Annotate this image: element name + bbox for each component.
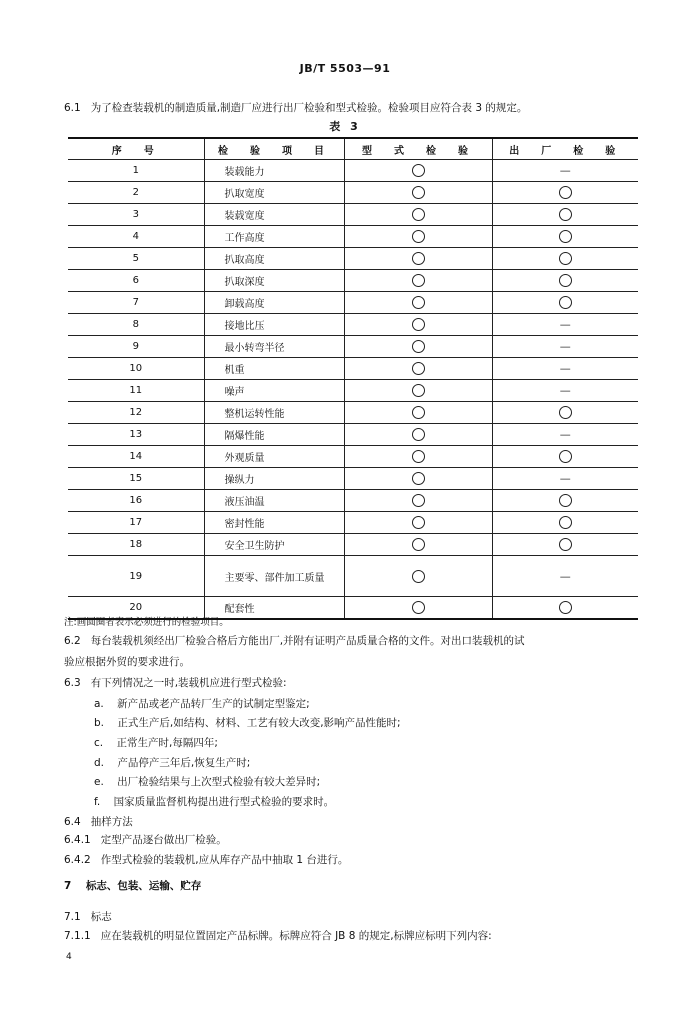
table-row [68,248,638,270]
type-test-cell [344,597,492,620]
section-text: 作型式检验的装载机,应从库存产品中抽取 1 台进行。 [100,854,349,866]
row-number-cell: 18 [68,534,204,556]
section-6-1 [64,101,527,116]
type-test-cell [344,424,492,446]
column-header-no: 序 号 [68,138,204,160]
table-row [68,226,638,248]
not-required-dash-icon: — [559,318,571,331]
list-item-text: 产品停产三年后,恢复生产时; [117,757,251,769]
factory-test-cell [492,248,638,270]
required-circle-icon [412,538,425,551]
type-test-cell [344,534,492,556]
required-circle-icon [412,406,425,419]
not-required-dash-icon: — [559,164,571,177]
inspection-item-cell: 扒取高度 [204,248,344,270]
type-test-cell [344,314,492,336]
factory-test-cell [492,424,638,446]
row-number-cell: 14 [68,446,204,468]
row-number-cell: 5 [68,248,204,270]
not-required-dash-icon: — [559,362,571,375]
type-test-cell [344,402,492,424]
section-title: 抽样方法 [90,816,133,828]
section-6-2-line1 [64,634,525,649]
table-row [68,160,638,182]
not-required-dash-icon: — [559,472,571,485]
section-number: 6.1 [64,102,81,114]
factory-test-cell [492,534,638,556]
section-number: 7 [64,880,72,892]
factory-test-cell [492,468,638,490]
type-test-cell [344,556,492,597]
table-row [68,314,638,336]
inspection-item-cell: 液压油温 [204,490,344,512]
section-6-3-intro [64,676,287,691]
inspection-item-cell: 扒取深度 [204,270,344,292]
list-item-label: f. [94,796,101,808]
list-item-label: b. [94,717,105,729]
type-test-cell [344,248,492,270]
section-number: 6.4 [64,816,81,828]
inspection-item-cell: 主要零、部件加工质量 [204,556,344,597]
required-circle-icon [559,406,572,419]
list-item-text: 出厂检验结果与上次型式检验有较大差异时; [117,776,321,788]
column-header-type-test: 型 式 检 验 [344,138,492,160]
required-circle-icon [412,296,425,309]
inspection-item-cell: 隔爆性能 [204,424,344,446]
required-circle-icon [559,186,572,199]
required-circle-icon [559,450,572,463]
list-item [94,716,401,731]
inspection-item-cell: 噪声 [204,380,344,402]
required-circle-icon [412,450,425,463]
inspection-item-cell: 装载宽度 [204,204,344,226]
type-test-cell [344,336,492,358]
type-test-cell [344,204,492,226]
factory-test-cell [492,402,638,424]
factory-test-cell [492,358,638,380]
required-circle-icon [412,362,425,375]
inspection-item-cell: 密封性能 [204,512,344,534]
table-row [68,534,638,556]
list-item-label: d. [94,757,105,769]
row-number-cell: 19 [68,556,204,597]
table-note: 注:画圆圈者表示必须进行的检验项目。 [64,617,229,628]
page-number: 4 [66,952,72,962]
list-item [94,756,250,771]
type-test-cell [344,292,492,314]
table-header-row [68,138,638,160]
required-circle-icon [559,601,572,614]
section-6-4-2 [64,853,348,868]
list-item [94,795,334,810]
inspection-item-cell: 工作高度 [204,226,344,248]
table-caption: 表 3 [329,120,361,133]
type-test-cell [344,160,492,182]
required-circle-icon [559,296,572,309]
inspection-item-cell: 装载能力 [204,160,344,182]
row-number-cell: 4 [68,226,204,248]
column-header-item: 检 验 项 目 [204,138,344,160]
list-item-text: 国家质量监督机构提出进行型式检验的要求时。 [113,796,335,808]
factory-test-cell [492,226,638,248]
table-row [68,490,638,512]
row-number-cell: 15 [68,468,204,490]
section-6-4-1 [64,833,227,848]
list-item-text: 正常生产时,每隔四年; [116,737,218,749]
table-row [68,380,638,402]
required-circle-icon [559,274,572,287]
required-circle-icon [412,318,425,331]
inspection-item-cell: 接地比压 [204,314,344,336]
not-required-dash-icon: — [559,428,571,441]
not-required-dash-icon: — [559,569,571,583]
section-text: 为了检查装载机的制造质量,制造厂应进行出厂检验和型式检验。检验项目应符合表 3 的规定。 [90,102,528,114]
not-required-dash-icon: — [559,384,571,397]
required-circle-icon [412,340,425,353]
factory-test-cell [492,512,638,534]
row-number-cell: 8 [68,314,204,336]
required-circle-icon [412,186,425,199]
required-circle-icon [559,516,572,529]
type-test-cell [344,468,492,490]
required-circle-icon [412,570,425,583]
row-number-cell: 6 [68,270,204,292]
section-7-1-1 [64,929,492,944]
section-title: 标志 [90,911,112,923]
inspection-item-cell: 卸载高度 [204,292,344,314]
row-number-cell: 20 [68,597,204,620]
required-circle-icon [559,252,572,265]
factory-test-cell [492,270,638,292]
type-test-cell [344,270,492,292]
section-text: 每台装载机须经出厂检验合格后方能出厂,并附有证明产品质量合格的文件。对出口装载机的试 [90,635,525,647]
required-circle-icon [412,428,425,441]
required-circle-icon [412,252,425,265]
column-header-factory-test: 出 厂 检 验 [492,138,638,160]
list-item-label: e. [94,776,104,788]
table-row [68,556,638,597]
section-number: 6.3 [64,677,81,689]
required-circle-icon [412,494,425,507]
type-test-cell [344,490,492,512]
section-text: 应在装载机的明显位置固定产品标牌。标牌应符合 JB 8 的规定,标牌应标明下列内容: [100,930,492,942]
required-circle-icon [559,538,572,551]
inspection-item-cell: 操纵力 [204,468,344,490]
inspection-items-table [68,137,638,620]
section-7-1-title [64,910,112,925]
table-row [68,468,638,490]
table-row [68,204,638,226]
row-number-cell: 9 [68,336,204,358]
type-test-cell [344,182,492,204]
factory-test-cell [492,490,638,512]
list-item [94,775,320,790]
required-circle-icon [412,274,425,287]
type-test-cell [344,358,492,380]
inspection-item-cell: 最小转弯半径 [204,336,344,358]
row-number-cell: 12 [68,402,204,424]
inspection-item-cell: 外观质量 [204,446,344,468]
table-row [68,358,638,380]
factory-test-cell [492,160,638,182]
table-row [68,336,638,358]
required-circle-icon [559,494,572,507]
section-number: 6.4.1 [64,834,91,846]
inspection-item-cell: 整机运转性能 [204,402,344,424]
section-text: 定型产品逐台做出厂检验。 [100,834,227,846]
row-number-cell: 16 [68,490,204,512]
inspection-item-cell: 扒取宽度 [204,182,344,204]
inspection-item-cell: 安全卫生防护 [204,534,344,556]
required-circle-icon [412,164,425,177]
section-number: 6.4.2 [64,854,91,866]
row-number-cell: 13 [68,424,204,446]
required-circle-icon [412,384,425,397]
type-test-cell [344,226,492,248]
section-text: 有下列情况之一时,装载机应进行型式检验: [90,677,287,689]
required-circle-icon [412,472,425,485]
type-test-cell [344,380,492,402]
table-row [68,292,638,314]
factory-test-cell [492,292,638,314]
type-test-cell [344,446,492,468]
table-row [68,512,638,534]
factory-test-cell [492,597,638,620]
list-item-text: 正式生产后,如结构、材料、工艺有较大改变,影响产品性能时; [117,717,401,729]
factory-test-cell [492,182,638,204]
required-circle-icon [412,601,425,614]
factory-test-cell [492,314,638,336]
document-code-header: JB/T 5503—91 [299,62,391,75]
list-item-label: c. [94,737,104,749]
list-item-text: 新产品或老产品转厂生产的试制定型鉴定; [117,698,310,710]
list-item [94,736,218,751]
list-item-label: a. [94,698,104,710]
factory-test-cell [492,336,638,358]
row-number-cell: 3 [68,204,204,226]
required-circle-icon [412,208,425,221]
required-circle-icon [559,208,572,221]
section-number: 6.2 [64,635,81,647]
inspection-item-cell: 配套性 [204,597,344,620]
table-row [68,182,638,204]
factory-test-cell [492,380,638,402]
row-number-cell: 7 [68,292,204,314]
section-number: 7.1.1 [64,930,91,942]
table-row [68,270,638,292]
row-number-cell: 17 [68,512,204,534]
section-7-title [64,879,201,894]
required-circle-icon [412,516,425,529]
section-number: 7.1 [64,911,81,923]
table-row [68,402,638,424]
not-required-dash-icon: — [559,340,571,353]
row-number-cell: 2 [68,182,204,204]
section-6-2-line2: 验应根据外贸的要求进行。 [64,656,190,668]
factory-test-cell [492,446,638,468]
factory-test-cell [492,556,638,597]
row-number-cell: 11 [68,380,204,402]
factory-test-cell [492,204,638,226]
list-item [94,697,310,712]
row-number-cell: 10 [68,358,204,380]
required-circle-icon [559,230,572,243]
required-circle-icon [412,230,425,243]
inspection-item-cell: 机重 [204,358,344,380]
table-row [68,446,638,468]
table-row [68,424,638,446]
row-number-cell: 1 [68,160,204,182]
section-title: 标志、包装、运输、贮存 [85,880,202,892]
section-6-4-title [64,815,133,830]
type-test-cell [344,512,492,534]
